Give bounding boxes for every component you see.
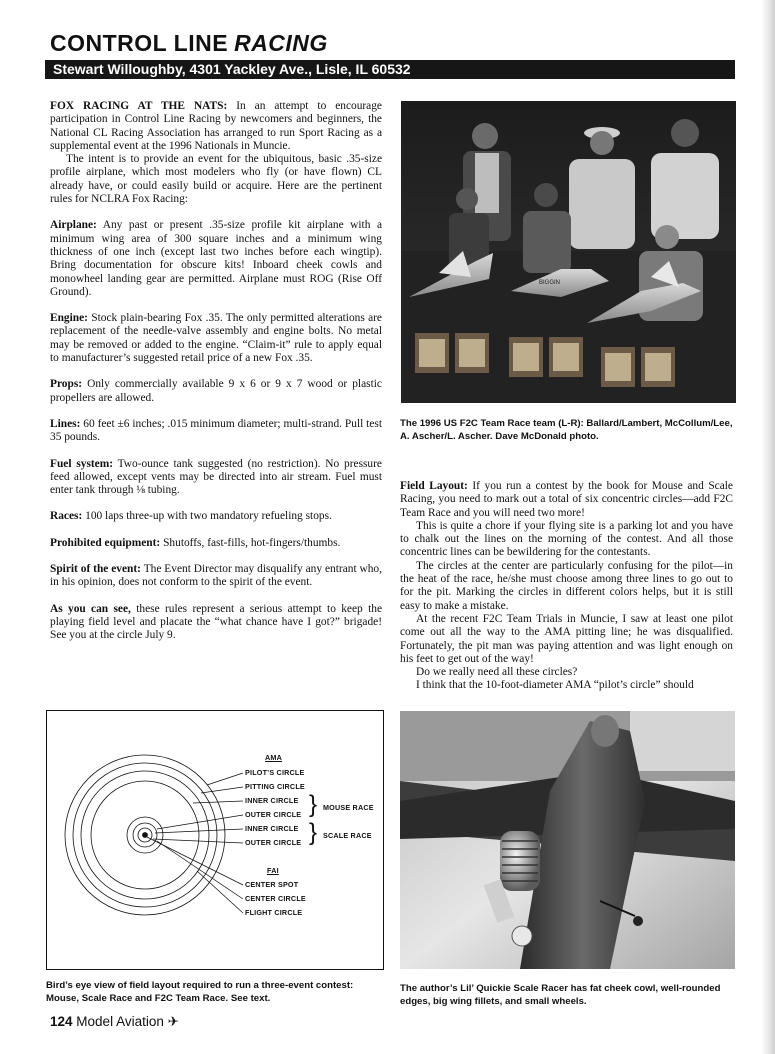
rule-spirit	[50, 563, 382, 590]
right-paragraph: The circles at the center are particularly confusing for the pilot—in the heat of the race, he/she must choose among three lines to go out to for the pit. Marking the circles in different colors helps, but it is still easy to make a mistake.	[400, 559, 733, 612]
scale-race-brace: }	[309, 819, 318, 846]
rule-head: Races:	[50, 510, 83, 523]
column-title	[50, 30, 328, 57]
label-center-circle: CENTER CIRCLE	[245, 894, 306, 903]
rule-text: Stock plain-bearing Fox .35. The only permitted alterations are replacement of the needle-valve assembly and engine bolts. No metal may be removed or added to the engine. “Claim-it” rule to apply equal to manufacturer’s suggested retail price of a new Fox .35.	[50, 312, 382, 365]
team-photo	[401, 101, 736, 403]
rule-props	[50, 378, 382, 405]
group-mouse-race: MOUSE RACE	[323, 803, 374, 812]
rule-airplane	[50, 219, 382, 299]
label-mouse-inner-circle: INNER CIRCLE	[245, 796, 299, 805]
intent-paragraph: The intent is to provide an event for the ubiquitous, basic .35-size profile airplane, which most modelers who fly (or have flown) CL already have, or could easily build or acquire. Here are the pertinent rules for NCLRA Fox Racing:	[50, 153, 382, 206]
rule-text: Only commercially available 9 x 6 or 9 x 7 wood or plastic propellers are allowed.	[50, 378, 382, 404]
team-photo-caption: The 1996 US F2C Team Race team (L-R): Ballard/Lambert, McCollum/Lee, A. Ascher/L. Ascher. Dave McDonald photo.	[400, 418, 733, 442]
label-mouse-outer-circle: OUTER CIRCLE	[245, 810, 302, 819]
field-layout-head: Field Layout:	[400, 480, 468, 492]
page-number: 124	[50, 1014, 73, 1029]
plane-photo-caption: The author’s Lil’ Quickie Scale Racer has fat cheek cowl, well-rounded edges, big wing fillets, and small wheels.	[400, 983, 721, 1007]
rule-prohibited	[50, 537, 382, 550]
byline-text: Stewart Willoughby, 4301 Yackley Ave., Lisle, IL 60532	[53, 61, 411, 77]
field-layout-paragraph	[400, 480, 733, 520]
title-main: CONTROL LINE	[50, 30, 229, 56]
article-right-column	[400, 480, 733, 693]
rule-text: Shutoffs, fast-fills, hot-fingers/thumbs.	[163, 536, 341, 549]
title-italic: RACING	[234, 30, 328, 56]
rule-text: The Event Director may disqualify any entrant who, in his opinion, does not conform to the spirit of the event.	[50, 563, 382, 589]
rule-races	[50, 510, 382, 523]
label-pilots-circle: PILOT’S CIRCLE	[245, 768, 305, 777]
article-left-column	[50, 100, 382, 643]
intro-paragraph	[50, 100, 382, 153]
intro-text: In an attempt to encourage participation in Control Line Racing by newcomers and beginners, the National CL Racing Association has arranged to run Sport Racing as a supplemental event at the 1996 Nationals in Muncie.	[50, 100, 382, 152]
mouse-race-brace: }	[309, 791, 318, 818]
right-paragraph: I think that the 10-foot-diameter AMA “pilot’s circle” should	[416, 679, 694, 692]
rule-text: 100 laps three-up with two mandatory refueling stops.	[85, 510, 332, 523]
rule-text: 60 feet ±6 inches; .015 minimum diameter; multi-strand. Pull test 35 pounds.	[50, 417, 382, 444]
right-paragraph: At the recent F2C Team Trials in Muncie, I saw at least one pilot come out all the way to the AMA pitting line; he was disqualified. Fortunately, the pit man was paying attention and was light enough on his feet to get out of the way!	[400, 612, 733, 665]
rule-text: these rules represent a serious attempt to keep the playing field level and placate the “what chance have I got?” brigade! See you at the circle July 9.	[50, 602, 382, 642]
right-paragraph: Do we really need all these circles?	[416, 666, 578, 679]
rule-head: Lines:	[50, 417, 81, 430]
rule-text: Any past or present .35-size profile kit airplane with a minimum wing area of 300 square inches and a minimum wing thickness of one inch (except last two inches before each wingtip). Bring documentation for obscure kits! Inboard cheek cowls and monowheel landing gear are permitted. Airplane must ROG (Rise Off Ground).	[50, 219, 382, 298]
label-flight-circle: FLIGHT CIRCLE	[245, 908, 303, 917]
rule-head: Prohibited equipment:	[50, 536, 161, 549]
field-layout-diagram	[46, 710, 384, 970]
ama-heading: AMA	[265, 753, 282, 762]
right-paragraph: This is quite a chore if your flying site is a parking lot and you have to chalk out the lines on the morning of the contest. And all those concentric lines can be bewildering for the contestants.	[400, 519, 733, 559]
intro-head: FOX RACING AT THE NATS:	[50, 100, 228, 112]
byline-bar	[45, 60, 735, 79]
fai-heading: FAI	[267, 866, 279, 875]
group-scale-race: SCALE RACE	[323, 831, 372, 840]
airplane-icon: ✈	[167, 1014, 179, 1029]
page-edge-shadow	[761, 0, 775, 1054]
rule-head: Spirit of the event:	[50, 563, 141, 576]
closing-paragraph	[50, 603, 382, 643]
rule-head: As you can see,	[50, 602, 131, 615]
magazine-name: Model Aviation	[76, 1014, 164, 1029]
plane-hull-text: BIGGIN	[539, 280, 561, 286]
rule-head: Fuel system:	[50, 457, 114, 470]
field-layout-text: If you run a contest by the book for Mouse and Scale Racing, you need to mark out a total of six concentric circles—add F2C Team Race and you will need two more!	[400, 480, 733, 519]
rule-head: Engine:	[50, 312, 88, 325]
label-pitting-circle: PITTING CIRCLE	[245, 782, 305, 791]
plane-photo	[400, 711, 735, 969]
diagram-caption: Bird’s eye view of field layout required to run a three-event contest: Mouse, Scale Race and F2C Team Race. See text.	[46, 980, 354, 1004]
plane-photo-image	[400, 711, 735, 969]
rule-head: Props:	[50, 378, 83, 391]
rule-text: Two-ounce tank suggested (no restriction). No pressure feed allowed, except vents may be directed into air stream. Fuel must enter tank through ⅛ tubing.	[50, 457, 382, 497]
rule-head: Airplane:	[50, 219, 97, 232]
page-footer	[50, 1014, 179, 1030]
label-center-spot: CENTER SPOT	[245, 880, 299, 889]
rule-lines	[50, 418, 382, 445]
label-scale-inner-circle: INNER CIRCLE	[245, 824, 299, 833]
team-photo-image	[401, 101, 736, 403]
rule-engine	[50, 312, 382, 365]
circles-group	[65, 755, 225, 915]
concentric-circles-drawing	[47, 711, 383, 969]
rule-fuel	[50, 458, 382, 498]
label-scale-outer-circle: OUTER CIRCLE	[245, 838, 302, 847]
